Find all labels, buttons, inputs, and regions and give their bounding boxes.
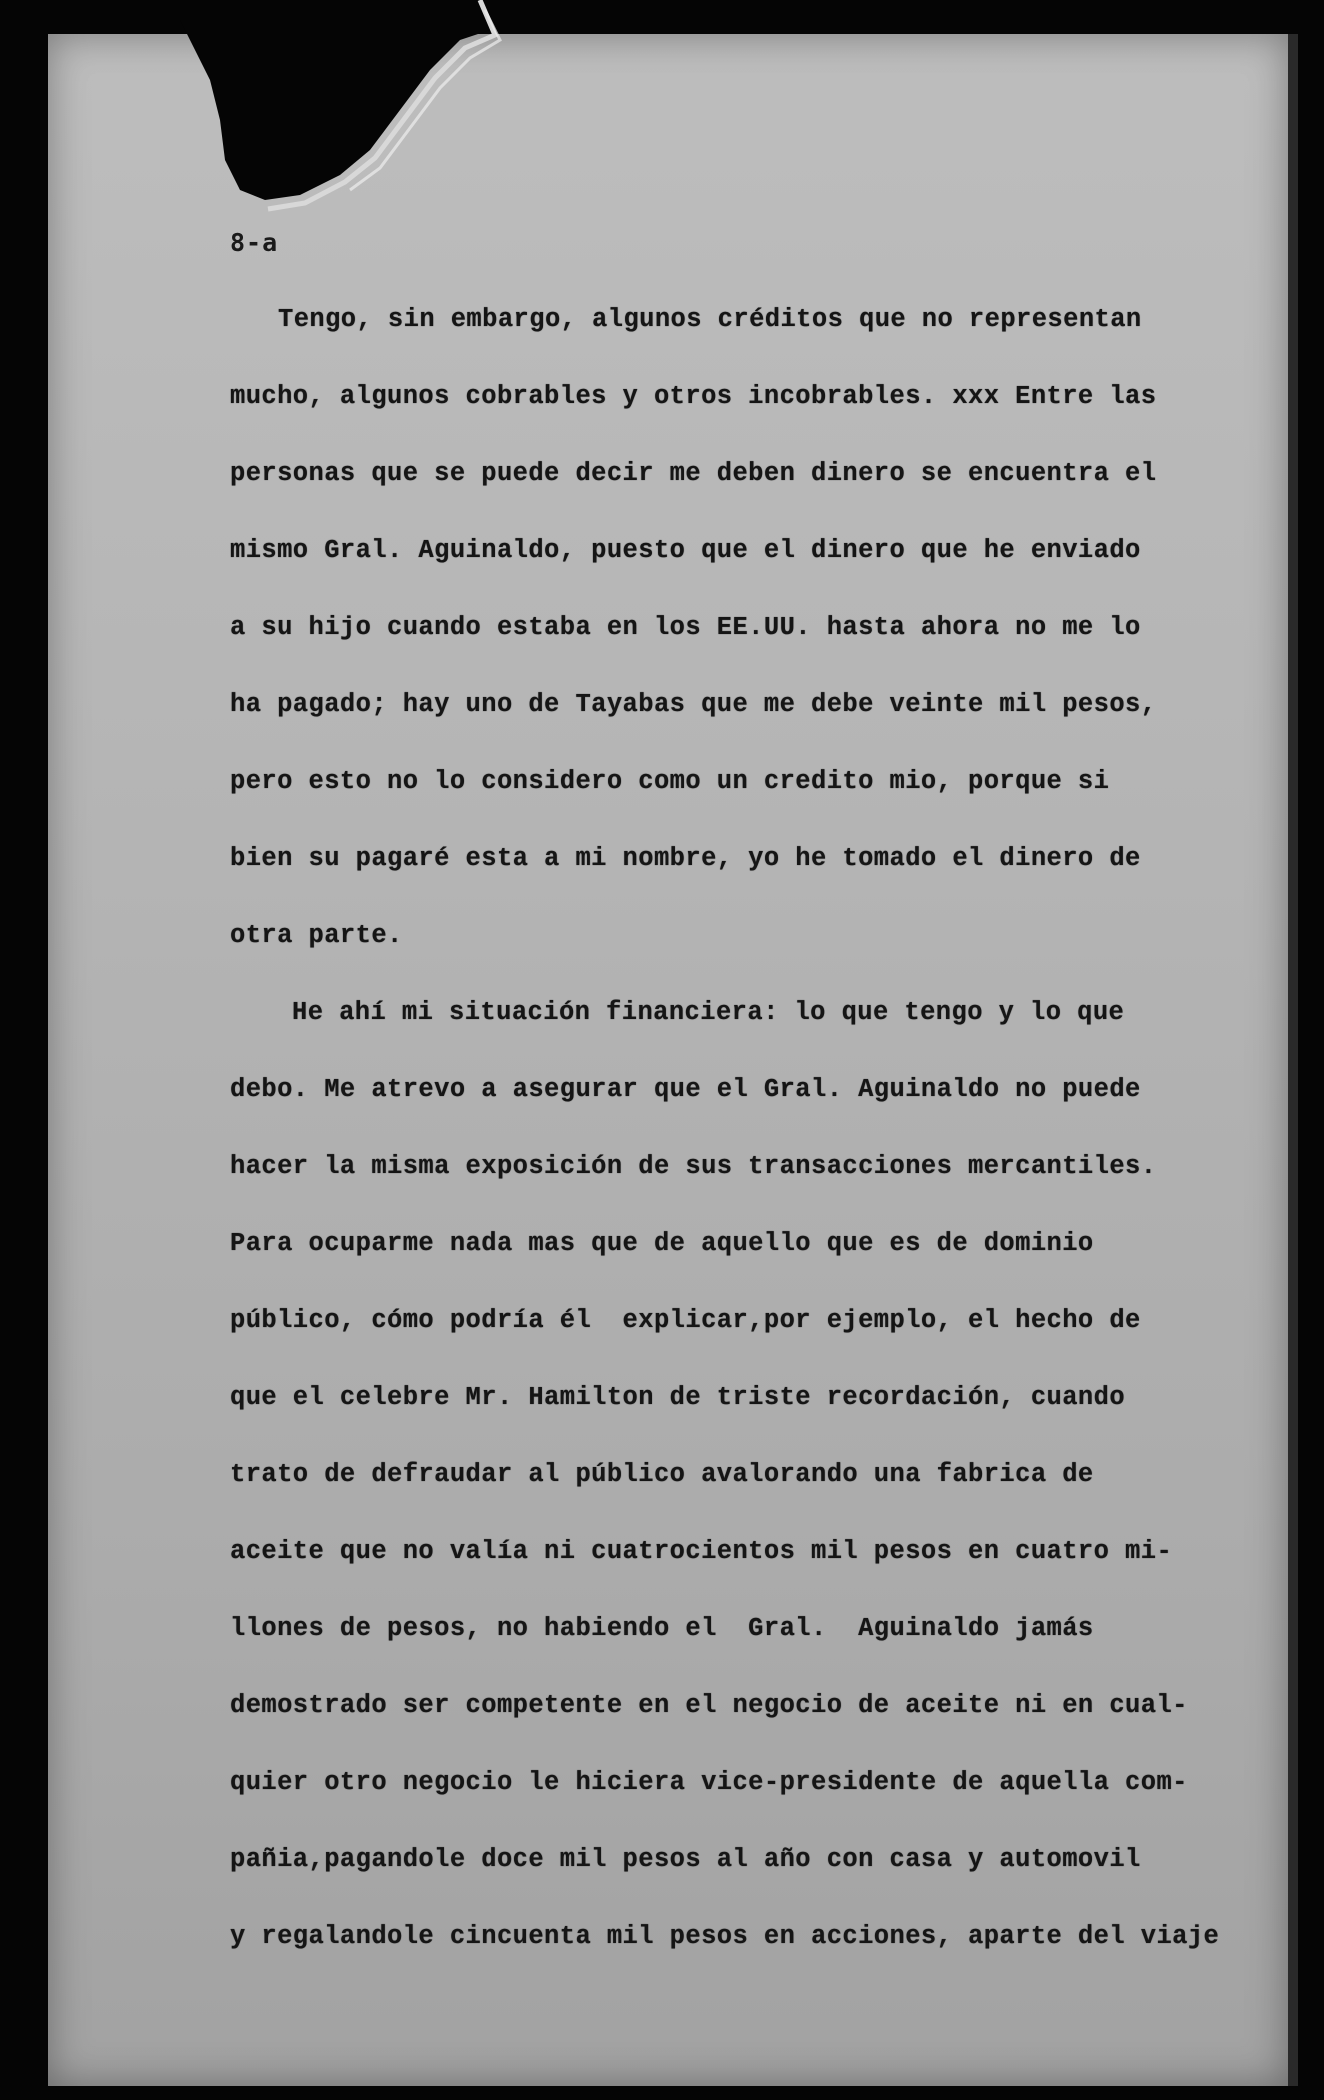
text-line: Para ocuparme nada mas que de aquello que es de dominio — [230, 1229, 1094, 1258]
text-line: que el celebre Mr. Hamilton de triste recordación, cuando — [230, 1383, 1126, 1412]
torn-corner — [180, 0, 520, 230]
text-line: trato de defraudar al público avalorando una fabrica de — [230, 1460, 1094, 1489]
text-line: llones de pesos, no habiendo el Gral. Aguinaldo jamás — [230, 1614, 1094, 1643]
text-line: bien su pagaré esta a mi nombre, yo he tomado el dinero de — [230, 844, 1141, 873]
text-line: mismo Gral. Aguinaldo, puesto que el dinero que he enviado — [230, 536, 1141, 565]
text-line: otra parte. — [230, 921, 403, 950]
text-line: mucho, algunos cobrables y otros incobrables. xxx Entre las — [230, 382, 1157, 411]
page-edge-shadow — [1288, 34, 1298, 2086]
text-line: a su hijo cuando estaba en los EE.UU. hasta ahora no me lo — [230, 613, 1141, 642]
text-line: debo. Me atrevo a asegurar que el Gral. Aguinaldo no puede — [230, 1075, 1141, 1104]
text-line: quier otro negocio le hiciera vice-presidente de aquella com- — [230, 1768, 1188, 1797]
text-line: demostrado ser competente en el negocio de aceite ni en cual- — [230, 1691, 1188, 1720]
text-line: pañia,pagandole doce mil pesos al año con casa y automovil — [230, 1845, 1141, 1874]
text-line: pero esto no lo considero como un credito mio, porque si — [230, 767, 1110, 796]
text-line: público, cómo podría él explicar,por ejemplo, el hecho de — [230, 1306, 1141, 1335]
page-number: 8-a — [230, 228, 279, 257]
text-line: aceite que no valía ni cuatrocientos mil pesos en cuatro mi- — [230, 1537, 1173, 1566]
text-line: personas que se puede decir me deben dinero se encuentra el — [230, 459, 1157, 488]
text-line: y regalandole cincuenta mil pesos en acciones, aparte del viaje — [230, 1922, 1220, 1951]
text-line: Tengo, sin embargo, algunos créditos que no representan — [278, 305, 1142, 334]
text-line: He ahí mi situación financiera: lo que tengo y lo que — [292, 998, 1125, 1027]
text-line: ha pagado; hay uno de Tayabas que me debe veinte mil pesos, — [230, 690, 1157, 719]
text-line: hacer la misma exposición de sus transacciones mercantiles. — [230, 1152, 1157, 1181]
body-text — [230, 300, 1220, 1994]
